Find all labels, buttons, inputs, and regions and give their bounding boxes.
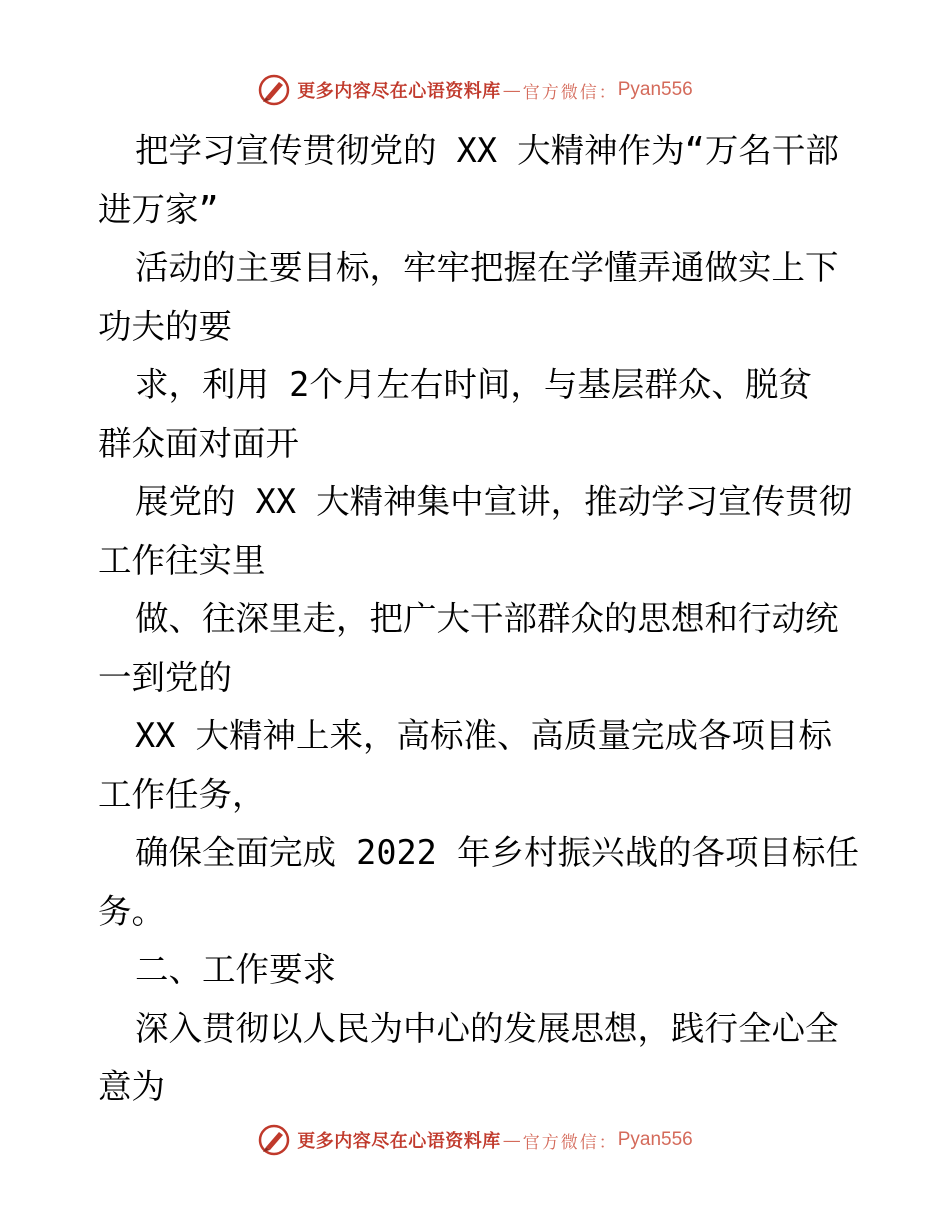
banner-separator: —	[502, 1129, 521, 1151]
body-line: 工作任务，	[98, 774, 266, 814]
body-line: 务。	[98, 891, 165, 931]
body-line: 做、往深里走，把广大干部群众的思想和行动统	[135, 599, 839, 638]
section-heading: 二、工作要求	[135, 950, 336, 989]
body-line: 活动的主要目标，牢牢把握在学懂弄通做实上下	[135, 248, 839, 287]
body-line: 工作往实里	[98, 540, 266, 580]
body-line: 深入贯彻以人民为中心的发展思想，践行全心全	[135, 1008, 839, 1048]
body-line: 一到党的	[98, 657, 232, 697]
wechat-label: 官方微信：	[522, 1132, 618, 1153]
wechat-label: 官方微信：	[522, 82, 618, 103]
banner-separator: —	[502, 79, 521, 101]
body-line: 群众面对面开	[98, 423, 299, 463]
site-slogan: 更多内容尽在心语资料库	[297, 1131, 501, 1152]
wechat-id: Pyan556	[617, 79, 693, 100]
body-line: 进万家”	[98, 189, 219, 229]
footer-banner	[0, 1120, 950, 1160]
body-line: 展党的 XX 大精神集中宣讲，推动学习宣传贯彻	[135, 482, 853, 521]
site-slogan: 更多内容尽在心语资料库	[297, 81, 501, 102]
body-line: 功夫的要	[98, 306, 232, 346]
quill-pen-icon	[257, 1123, 291, 1157]
body-line: 意为	[98, 1067, 165, 1106]
wechat-id: Pyan556	[617, 1129, 693, 1150]
body-line: XX 大精神上来，高标准、高质量完成各项目标	[135, 716, 833, 755]
document-body	[98, 122, 858, 1117]
header-banner	[0, 70, 950, 110]
body-line: 把学习宣传贯彻党的 XX 大精神作为“万名干部	[135, 131, 839, 170]
body-line: 确保全面完成 2022 年乡村振兴战的各项目标任	[135, 833, 860, 872]
body-line: 求，利用 2个月左右时间，与基层群众、脱贫	[135, 365, 812, 404]
quill-pen-icon	[257, 73, 291, 107]
